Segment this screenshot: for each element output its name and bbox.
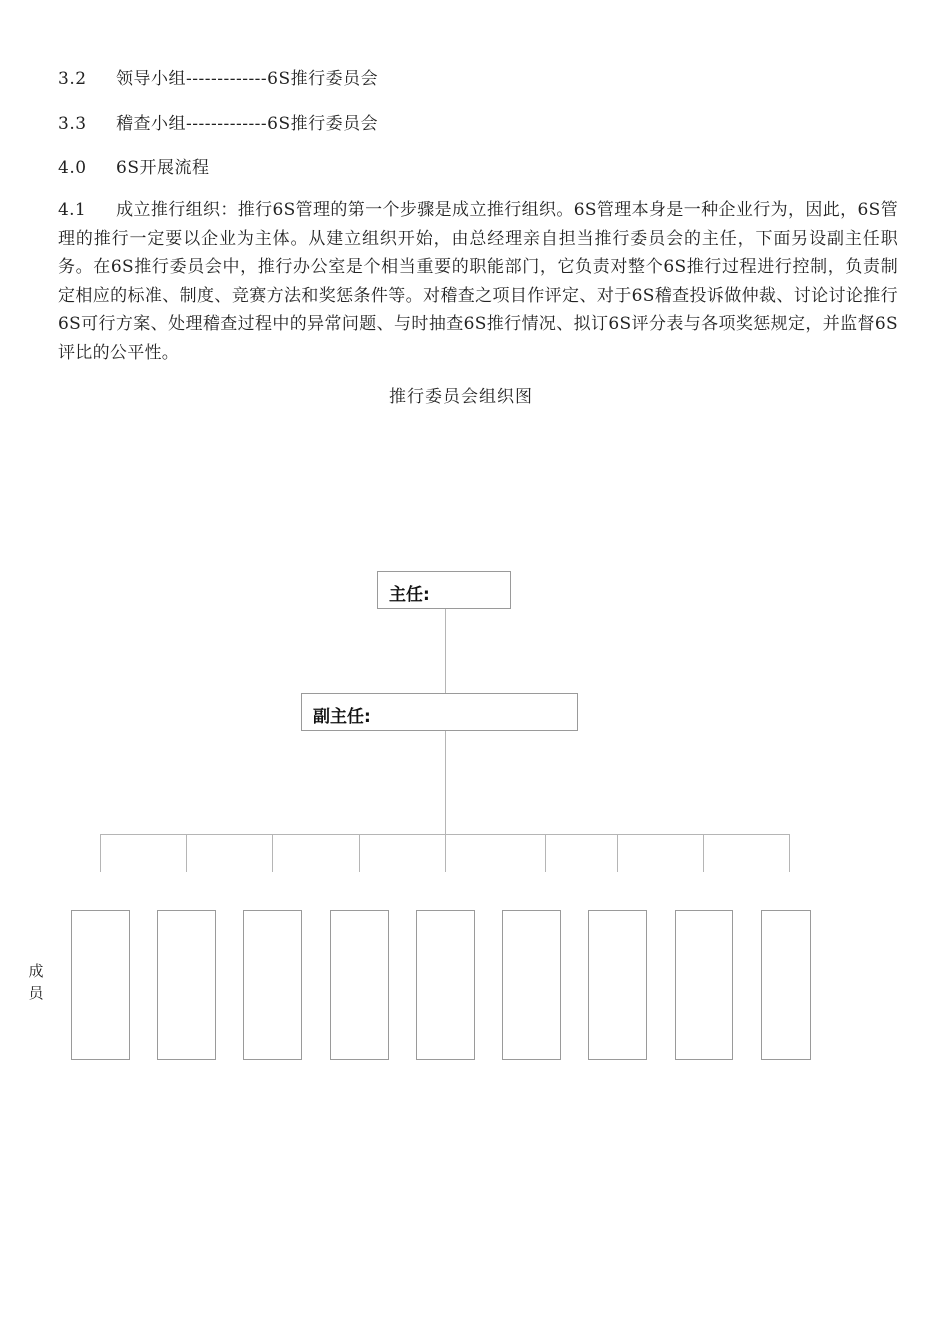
section-number: 3.3 <box>58 114 87 134</box>
connector-drop <box>545 834 546 872</box>
section-3-3 <box>58 109 898 134</box>
section-3-2 <box>58 64 898 89</box>
member-box <box>588 910 647 1060</box>
section-text: 6S开展流程 <box>116 158 210 178</box>
connector-drop <box>272 834 273 872</box>
member-box <box>761 910 811 1060</box>
connector-drop <box>703 834 704 872</box>
section-number: 4.1 <box>58 200 86 220</box>
member-box <box>416 910 475 1060</box>
member-box <box>330 910 389 1060</box>
section-number: 3.2 <box>58 69 87 89</box>
member-box <box>71 910 130 1060</box>
connector-drop <box>617 834 618 872</box>
member-box <box>675 910 733 1060</box>
member-box <box>157 910 216 1060</box>
org-chart-title: 推行委员会组织图 <box>389 387 533 407</box>
connector-drop <box>789 834 790 872</box>
connector-line <box>445 609 446 693</box>
section-text: 稽查小组-------------6S推行委员会 <box>116 114 379 134</box>
member-box <box>243 910 302 1060</box>
connector-drop <box>186 834 187 872</box>
section-4-1-paragraph <box>58 196 898 368</box>
director-label: 主任: <box>389 585 430 605</box>
paragraph-text: 成立推行组织：推行6S管理的第一个步骤是成立推行组织。6S管理本身是一种企业行为，因此，6S管理的推行一定要以企业为主体。从建立组织开始，由总经理亲自担当推行委员会的主任，下面另设副主任职务。在6S推行委员会中，推行办公室是个相当重要的职能部门，它负责对整个6S推行过程进行控制，负责制定相应的标准、制度、竞赛方法和奖惩条件等。对稽查之项目作评定、对于6S稽查投诉做仲裁、讨论讨论推行6S可行方案、处理稽查过程中的异常问题、与时抽查6S推行情况、拟订6S评分表与各项奖惩规定，并监督6S评比的公平性。 <box>58 200 898 363</box>
section-text: 领导小组-------------6S推行委员会 <box>116 69 379 89</box>
member-box <box>502 910 561 1060</box>
connector-drop <box>445 834 446 872</box>
section-number: 4.0 <box>58 158 87 178</box>
connector-drop <box>100 834 101 872</box>
connector-drop <box>359 834 360 872</box>
connector-line <box>445 731 446 835</box>
deputy-director-label: 副主任: <box>313 707 371 727</box>
members-label: 成员 <box>28 962 44 1002</box>
section-4-0 <box>58 153 898 178</box>
